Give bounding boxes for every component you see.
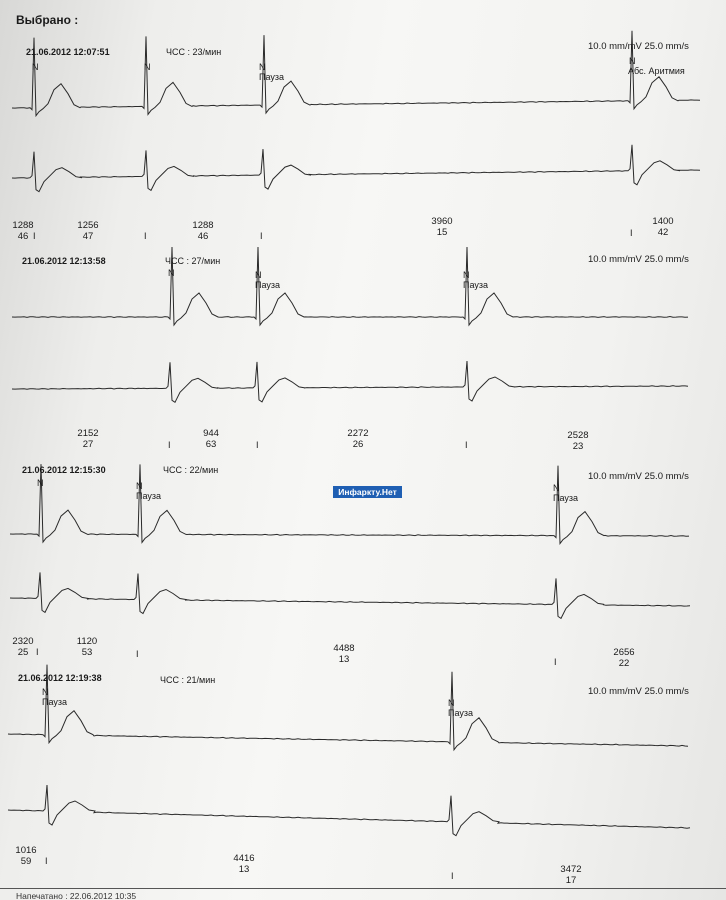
event-label: Пауза xyxy=(42,697,68,707)
brand-badge: Инфаркту.Нет xyxy=(333,486,402,498)
beat-tick: I xyxy=(36,647,39,657)
beat-label: N xyxy=(463,270,470,280)
strip-scale: 10.0 mm/mV 25.0 mm/s xyxy=(588,254,689,265)
event-label: Пауза xyxy=(463,280,489,290)
strip-timestamp: 21.06.2012 12:13:58 xyxy=(22,256,106,266)
beat-label: N xyxy=(259,62,266,72)
strip-scale: 10.0 mm/mV 25.0 mm/s xyxy=(588,471,689,482)
beat-tick: I xyxy=(260,231,263,241)
beat-tick: I xyxy=(33,231,36,241)
event-label: Абс. Аритмия xyxy=(628,66,685,76)
lead1-trace xyxy=(8,665,688,750)
interval-value: 1016 59 xyxy=(15,845,37,867)
interval-value: 1256 47 xyxy=(77,220,99,242)
beat-tick: I xyxy=(451,871,454,881)
beat-label: N xyxy=(168,268,175,278)
beat-tick: I xyxy=(45,856,48,866)
lead2-trace xyxy=(8,785,690,836)
event-label: Пауза xyxy=(136,491,162,501)
strip-scale: 10.0 mm/mV 25.0 mm/s xyxy=(588,41,689,52)
interval-value: 3960 15 xyxy=(431,216,453,238)
beat-tick: I xyxy=(144,231,147,241)
beat-tick: I xyxy=(554,657,557,667)
event-label: Пауза xyxy=(259,72,285,82)
interval-value: 4488 13 xyxy=(333,643,355,665)
lead1-trace xyxy=(12,247,688,325)
beat-tick: I xyxy=(136,649,139,659)
interval-value: 2152 27 xyxy=(77,428,99,450)
strip-heart-rate: ЧСС : 27/мин xyxy=(165,256,221,266)
event-label: Пауза xyxy=(255,280,281,290)
interval-value: 1400 42 xyxy=(652,216,674,238)
strip-timestamp: 21.06.2012 12:19:38 xyxy=(18,673,102,683)
beat-label: N xyxy=(144,62,151,72)
beat-tick: I xyxy=(168,440,171,450)
beat-tick: I xyxy=(630,228,633,238)
interval-value: 2528 23 xyxy=(567,430,589,452)
beat-tick: I xyxy=(465,440,468,450)
beat-label: N xyxy=(448,698,455,708)
beat-label: N xyxy=(32,62,39,72)
strip-scale: 10.0 mm/mV 25.0 mm/s xyxy=(588,686,689,697)
strip-timestamp: 21.06.2012 12:15:30 xyxy=(22,465,106,475)
beat-label: N xyxy=(255,270,262,280)
interval-value: 1288 46 xyxy=(12,220,34,242)
footer-printed: Напечатано : 22.06.2012 10:35 xyxy=(16,891,137,900)
interval-value: 1120 53 xyxy=(76,636,98,658)
strip-heart-rate: ЧСС : 21/мин xyxy=(160,675,216,685)
beat-tick: I xyxy=(256,440,259,450)
event-label: Пауза xyxy=(448,708,474,718)
beat-label: N xyxy=(553,483,560,493)
interval-value: 4416 13 xyxy=(233,853,255,875)
selection-header: Выбрано : xyxy=(16,13,79,27)
strip-heart-rate: ЧСС : 23/мин xyxy=(166,47,222,57)
strip-heart-rate: ЧСС : 22/мин xyxy=(163,465,219,475)
event-label: Пауза xyxy=(553,493,579,503)
strip-timestamp: 21.06.2012 12:07:51 xyxy=(26,47,110,57)
interval-value: 1288 46 xyxy=(192,220,214,242)
lead2-trace xyxy=(12,361,688,402)
interval-value: 3472 17 xyxy=(560,864,582,886)
interval-value: 2272 26 xyxy=(347,428,369,450)
beat-label: N xyxy=(42,687,49,697)
lead2-trace xyxy=(12,145,700,192)
beat-label: N xyxy=(37,478,44,488)
interval-value: 2656 22 xyxy=(613,647,635,669)
interval-value: 944 63 xyxy=(203,428,219,450)
interval-value: 2320 25 xyxy=(12,636,34,658)
beat-label: N xyxy=(629,56,636,66)
lead2-trace xyxy=(10,572,690,618)
beat-label: N xyxy=(136,481,143,491)
